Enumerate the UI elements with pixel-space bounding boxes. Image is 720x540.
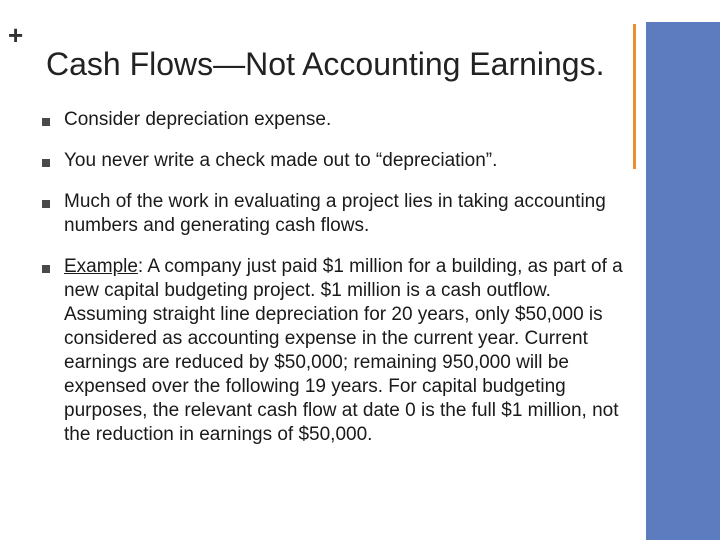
bullet-item <box>40 149 630 173</box>
bullet-square-icon <box>42 118 50 126</box>
bullet-list <box>40 108 630 447</box>
accent-bar-blue <box>646 22 720 540</box>
bullet-square-icon <box>42 159 50 167</box>
bullet-item <box>40 108 630 132</box>
accent-bar-orange <box>633 24 636 169</box>
bullet-text: Much of the work in evaluating a project lies in taking accounting numbers and generating cash flows. <box>64 191 606 236</box>
slide-title: Cash Flows—Not Accounting Earnings. <box>46 46 605 82</box>
example-text: : A company just paid $1 million for a building, as part of a new capital budgeting project. $1 million is a cash outflow. Assuming straight line depreciation for 20 years, only $50,000 is considered as accounting expense in the current year. Current earnings are reduced by $50,000; remaining 950,000 will be expensed over the following 19 years. For capital budgeting purposes, the relevant cash flow at date 0 is the full $1 million, not the reduction in earnings of $50,000. <box>64 256 623 445</box>
bullet-item <box>40 190 630 238</box>
bullet-item-example <box>40 255 630 447</box>
plus-icon: + <box>8 20 24 50</box>
bullet-square-icon <box>42 200 50 208</box>
example-label: Example <box>64 256 138 277</box>
bullet-square-icon <box>42 265 50 273</box>
bullet-text: Consider depreciation expense. <box>64 109 332 130</box>
bullet-text: You never write a check made out to “depreciation”. <box>64 150 498 171</box>
